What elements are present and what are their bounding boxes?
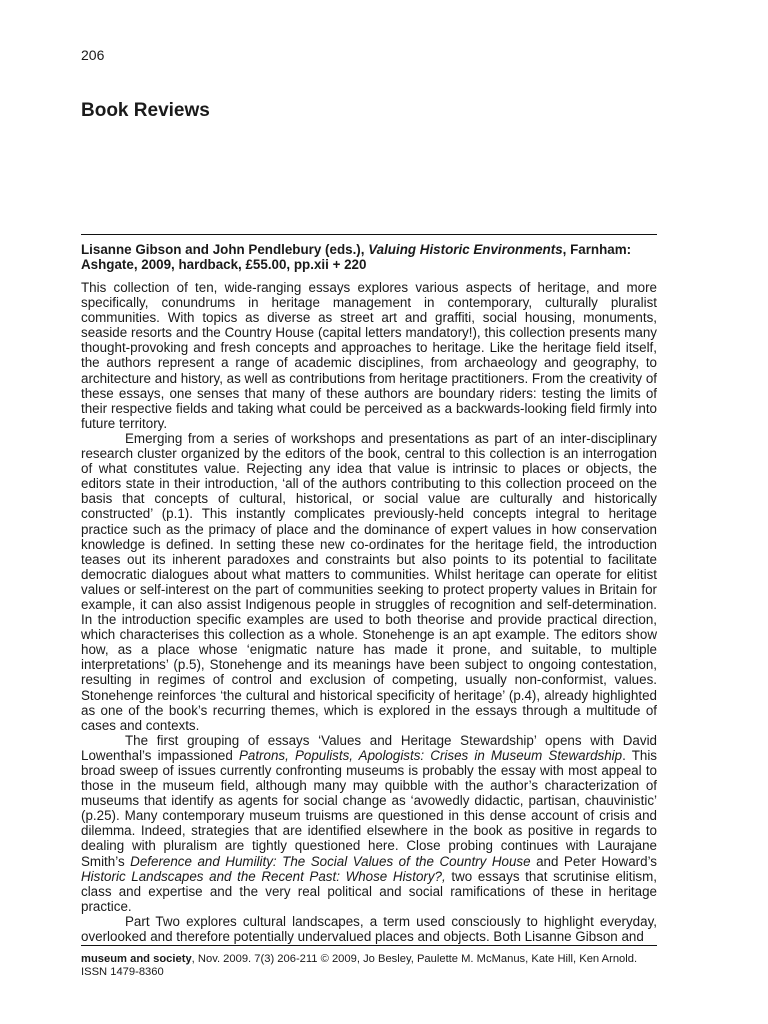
p3-text-c: . This broad sweep of issues currently confronting museums is probably the essay with most appeal to those in the museum field, although many may quibble with the author’s characterization of museums that identify as agents for social change as ‘avowedly didactic, partisan, chauvinistic’ (p.25). Many contemporary museum truisms are questioned in this dense account of crisis and dilemma. Indeed, strategies that are identified elsewhere in the book as positive in regards to dealing with pluralism are tightly questioned here. Close probing continues with Laurajane Smith’s [81,747,657,869]
top-divider [81,234,657,235]
footer-journal: museum and society [81,953,192,965]
p3-text-e: and Peter Howard’s [530,853,657,869]
p3-text-g: two essays that scrutinise elitism, class and expertise and the very real political and social ramifications of these in heritage practice. [81,868,657,914]
review-paragraph-4: Part Two explores cultural landscapes, a term used consciously to highlight everyday, overlooked and therefore potentially undervalued places and objects. Both Lisanne Gibson and [81,913,657,945]
page-footer [81,953,657,979]
citation-authors: Lisanne Gibson and John Pendlebury (eds.), [81,242,369,257]
p3-title-smith: Deference and Humility: The Social Values of the Country House [130,853,531,869]
p3-title-lowenthal: Patrons, Populists, Apologists: Crises in Museum Stewardship [238,747,623,763]
citation-book-title: Valuing Historic Environments [368,242,563,257]
p3-text-a: The first grouping of essays ‘Values and Heritage Stewardship’ opens with David Lowenthal’s impassioned [81,732,657,763]
page-number: 206 [81,47,105,63]
section-title: Book Reviews [81,100,210,121]
bottom-divider [81,945,657,946]
review-paragraph-1: This collection of ten, wide-ranging essays explores various aspects of heritage, and more specifically, conundrums in heritage management in contemporary, culturally pluralist communities. With topics as diverse as street art and graffiti, social housing, monuments, seaside resorts and the Country House (capital letters mandatory!), this collection presents many thought-provoking and fresh concepts and approaches to heritage. Like the heritage field itself, the authors represent a range of academic disciplines, from archaeology and geography, to architecture and history, as well as contributions from heritage practitioners. From the creativity of these essays, one senses that many of these authors are boundary riders: testing the limits of their respective fields and taking what could be perceived as a backwards-looking field firmly into future territory. [81,280,657,431]
book-review [81,242,657,944]
review-paragraph-2: Emerging from a series of workshops and presentations as part of an inter-disciplinary research cluster organized by the editors of the book, central to this collection is an interrogation of what constitutes value. Rejecting any idea that value is intrinsic to places or objects, the editors state in their introduction, ‘all of the authors contributing to this collection proceed on the basis that concepts of cultural, historical, or social value are culturally and historically constructed’ (p.1). This instantly complicates previously-held concepts integral to heritage practice such as the primacy of place and the dominance of expert values in how conservation knowledge is defined. In setting these new co-ordinates for the heritage field, the introduction teases out its inherent paradoxes and constraints but also points to its potential to facilitate democratic dialogues about what matters to communities. Whilst heritage can operate for elitist values or self-interest on the part of communities seeking to protect property values in Britain for example, it can also assist Indigenous people in struggles of recognition and self-determination. In the introduction specific examples are used to both theorise and provide practical direction, which characterises this collection as a whole. Stonehenge is an apt example. The editors show how, as a place whose ‘enigmatic nature has made it prone, and suitable, to multiple interpretations’ (p.5), Stonehenge and its meanings have been subject to ongoing contestation, resulting in regimes of control and exclusion of competing, usually non-conformist, values. Stonehenge reinforces ‘the cultural and historical specificity of heritage’ (p.4), already highlighted as one of the book’s recurring themes, which is explored in the essays through a multitude of cases and contexts. [81,430,657,733]
citation-details: , Farnham: Ashgate, 2009, hardback, £55.00, pp.xii + 220 [81,242,632,272]
review-paragraph-3 [81,733,657,914]
p3-title-howard: Historic Landscapes and the Recent Past: Whose History?, [81,868,446,884]
footer-details: , Nov. 2009. 7(3) 206-211 © 2009, Jo Besley, Paulette M. McManus, Kate Hill, Ken Arnold. ISSN 1479-8360 [81,953,638,978]
review-citation [81,242,657,272]
